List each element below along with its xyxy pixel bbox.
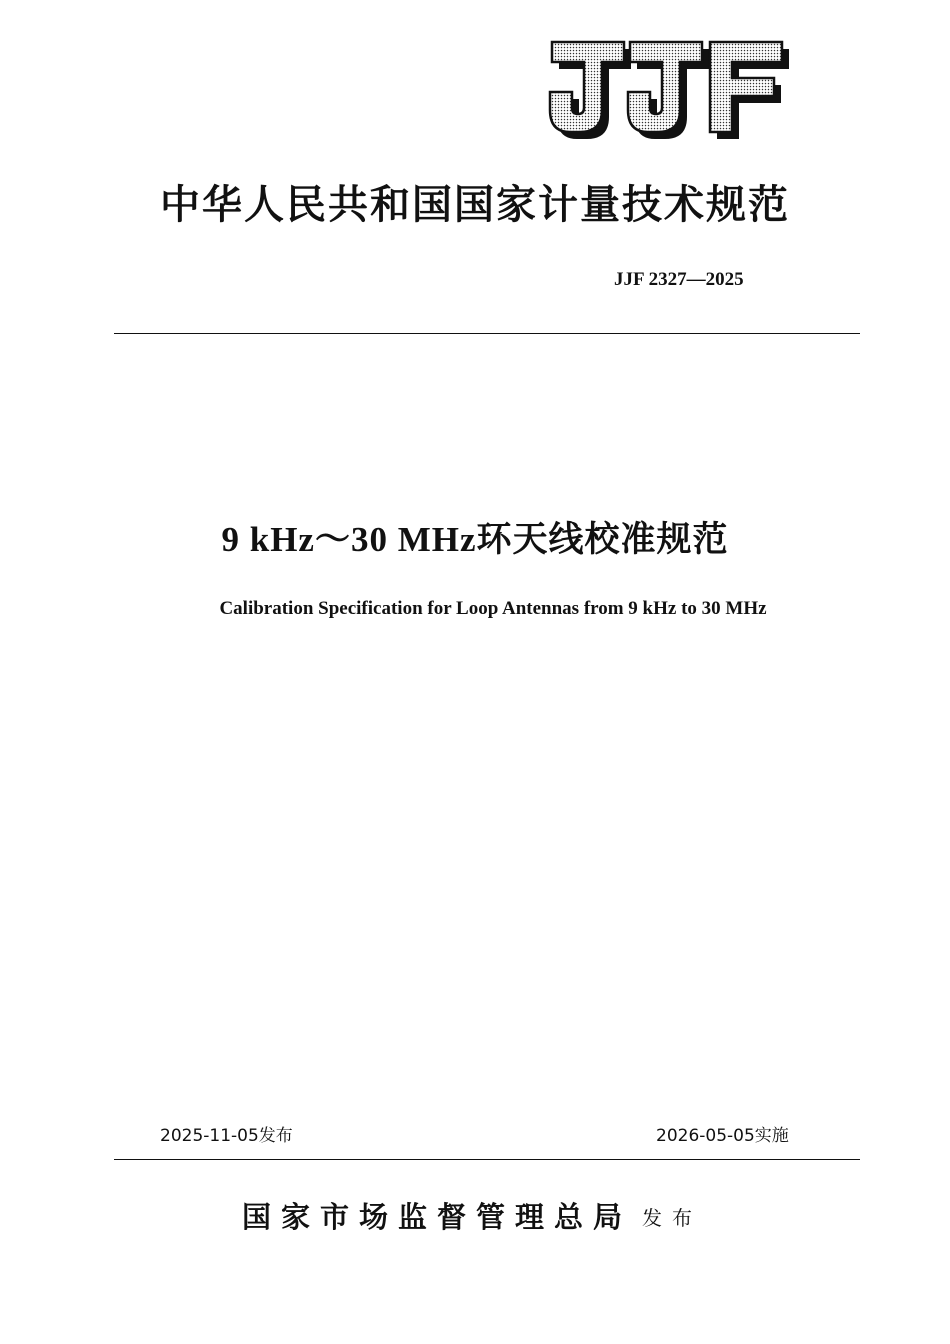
publisher-suffix: 发布 [642,1206,703,1230]
publisher-line [242,1197,702,1242]
top-divider [114,333,860,334]
jjf-logo [548,40,792,142]
standard-number: JJF 2327—2025 [614,269,744,290]
bottom-divider [114,1159,860,1160]
specification-category-title: 中华人民共和国国家计量技术规范 [160,182,790,228]
document-title-en: Calibration Specification for Loop Antennas from 9 kHz to 30 MHz [219,598,767,619]
implementation-date: 2026-05-05实施 [656,1126,789,1146]
document-title-cn: 9 kHz～30 MHz环天线校准规范 [221,520,729,559]
publisher-name: 国家市场监督管理总局 [242,1200,633,1234]
issue-date: 2025-11-05发布 [160,1126,293,1146]
